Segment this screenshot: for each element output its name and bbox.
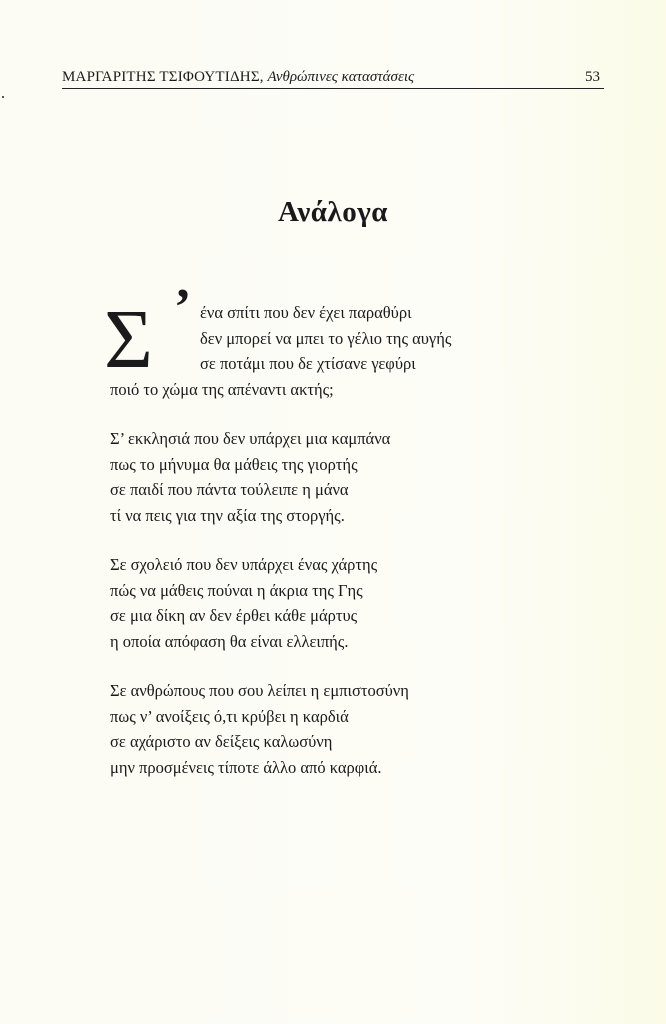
poem-line: σε ποτάμι που δε χτίσανε γεφύρι	[200, 354, 416, 373]
poem-line: η οποία απόφαση θα είναι ελλειπής.	[110, 631, 349, 651]
running-header	[62, 66, 604, 89]
header-book-title: Ανθρώπινες καταστάσεις	[267, 69, 415, 85]
drop-cap: Σ	[104, 293, 153, 386]
page-number: 53	[585, 69, 600, 85]
poem-line: πως ν’ ανοίξεις ό,τι κρύβει η καρδιά	[110, 706, 349, 726]
poem-line: σε αχάριστο αν δείξεις καλωσύνη	[110, 732, 333, 751]
poem-line: μην προσμένεις τίποτε άλλο από καρφιά.	[110, 757, 382, 777]
poem-line: τί να πεις για την αξία της στοργής.	[110, 505, 345, 525]
poem-body	[104, 279, 550, 804]
poem-line: Σε σχολειό που δεν υπάρχει ένας χάρτης	[110, 555, 378, 574]
stanza-2	[110, 426, 550, 528]
poem-line: πως το μήνυμα θα μάθεις της γιορτής	[110, 454, 358, 474]
poem-line: Σε ανθρώπους που σου λείπει η εμπιστοσύνη	[110, 681, 409, 700]
poem-line: σε παιδί που πάντα τούλειπε η μάνα	[110, 480, 349, 499]
poem-line: ποιό το χώμα της απέναντι ακτής;	[110, 379, 334, 399]
stanza-4	[110, 678, 550, 780]
poem-line: Σ’ εκκλησιά που δεν υπάρχει μια καμπάνα	[110, 429, 391, 448]
stanza-1	[104, 279, 550, 402]
poem-title: Ανάλογα	[278, 196, 388, 228]
scan-speck	[2, 96, 4, 98]
poem-line: ένα σπίτι που δεν έχει παραθύρι	[200, 303, 412, 322]
poem-line: πώς να μάθεις πούναι η άκρια της Γης	[110, 580, 363, 600]
stanza-3	[110, 552, 550, 654]
drop-cap-apostrophe: ’	[174, 279, 192, 336]
header-author: ΜΑΡΓΑΡΙΤΗΣ ΤΣΙΦΟΥΤΙΔΗΣ,	[62, 69, 264, 85]
poem-line: σε μια δίκη αν δεν έρθει κάθε μάρτυς	[110, 606, 358, 625]
poem-line: δεν μπορεί να μπει το γέλιο της αυγής	[200, 328, 452, 348]
